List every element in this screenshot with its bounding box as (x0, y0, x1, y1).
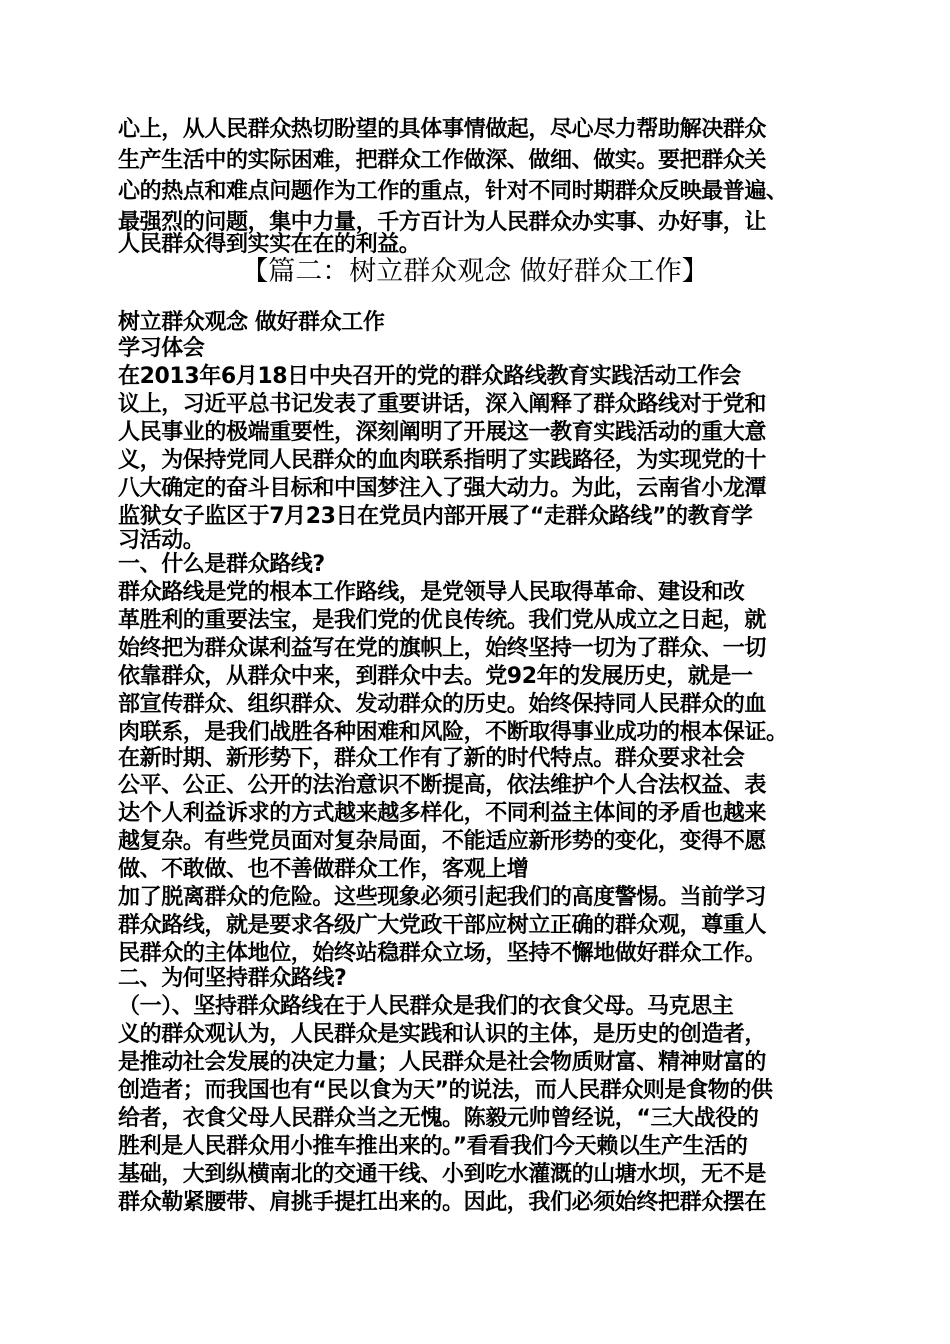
body-line: 依靠群众，从群众中来，到群众中去。党92年的发展历史，就是一 (118, 664, 753, 689)
body-line: 监狱女子监区于7月23日在党员内部开展了“走群众路线”的教育学 (118, 504, 753, 529)
intro-line: 人民群众得到实实在在的利益。 (118, 232, 421, 257)
body-line: 公平、公正、公开的法治意识不断提高，依法维护个人合法权益、表 (118, 773, 767, 798)
body-line: 在新时期、新形势下，群众工作有了新的时代特点。群众要求社会 (118, 746, 745, 771)
section-title: 【篇二：树立群众观念 做好群众工作】 (241, 256, 709, 287)
body-line: 部宣传群众、组织群众、发动群众的历史。始终保持同人民群众的血 (118, 692, 767, 717)
body-line: 群众勒紧腰带、肩挑手提扛出来的。因此，我们必须始终把群众摆在 (118, 1190, 767, 1215)
article-subtitle: 学习体会 (118, 336, 205, 361)
heading-what-is-mass-line: 一、什么是群众路线? (118, 552, 325, 577)
body-line: 给者，衣食父母人民群众当之无愧。陈毅元帅曾经说，“三大战役的 (118, 1106, 759, 1131)
body-line: 胜利是人民群众用小推车推出来的。”看看我们今天赖以生产生活的 (118, 1134, 748, 1159)
body-line: 群众路线，就是要求各级广大党政干部应树立正确的群众观，尊重人 (118, 913, 767, 938)
body-line: 做、不敢做、也不善做群众工作，客观上增 (118, 857, 529, 882)
body-line: 八大确定的奋斗目标和中国梦注入了强大动力。为此，云南省小龙潭 (118, 476, 767, 501)
body-line: 达个人利益诉求的方式越来越多样化，不同利益主体间的矛盾也越来 (118, 801, 767, 826)
body-line: 民群众的主体地位，始终站稳群众立场，坚持不懈地做好群众工作。 (118, 941, 767, 966)
body-line: 是推动社会发展的决定力量；人民群众是社会物质财富、精神财富的 (118, 1050, 767, 1075)
intro-line: 生产生活中的实际困难，把群众工作做深、做细、做实。要把群众关 (118, 148, 767, 173)
body-line: 群众路线是党的根本工作路线，是党领导人民取得革命、建设和改 (118, 580, 745, 605)
body-line: 习活动。 (118, 528, 205, 553)
heading-why-mass-line: 二、为何坚持群众路线? (118, 966, 347, 991)
body-line: 创造者；而我国也有“民以食为天”的说法，而人民群众则是食物的供 (118, 1078, 773, 1103)
body-line: 加了脱离群众的危险。这些现象必须引起我们的高度警惕。当前学习 (118, 885, 767, 910)
body-line: 肉联系，是我们战胜各种困难和风险，不断取得事业成功的根本保证。 (118, 720, 788, 745)
body-line: 越复杂。有些党员面对复杂局面，不能适应新形势的变化，变得不愿 (118, 829, 767, 854)
body-line: 始终把为群众谋利益写在党的旗帜上，始终坚持一切为了群众、一切 (118, 636, 767, 661)
body-line: （一）、坚持群众路线在于人民群众是我们的衣食父母。马克思主 (118, 994, 734, 1019)
body-line: 基础，大到纵横南北的交通干线、小到吃水灌溉的山塘水坝，无不是 (118, 1162, 767, 1187)
body-line: 议上，习近平总书记发表了重要讲话，深入阐释了群众路线对于党和 (118, 392, 767, 417)
intro-line: 最强烈的问题，集中力量，千方百计为人民群众办实事、办好事，让 (118, 210, 767, 235)
body-line: 义，为保持党同人民群众的血肉联系指明了实践路径，为实现党的十 (118, 448, 767, 473)
body-line: 在2013年6月18日中央召开的党的群众路线教育实践活动工作会 (118, 364, 741, 389)
article-title: 树立群众观念 做好群众工作 (118, 310, 385, 335)
body-line: 义的群众观认为，人民群众是实践和认识的主体，是历史的创造者， (118, 1022, 767, 1047)
intro-line: 心的热点和难点问题作为工作的重点，针对不同时期群众反映最普遍、 (118, 179, 788, 204)
intro-line: 心上，从人民群众热切盼望的具体事情做起，尽心尽力帮助解决群众 (118, 117, 767, 142)
body-line: 人民事业的极端重要性，深刻阐明了开展这一教育实践活动的重大意 (118, 420, 767, 445)
body-line: 革胜利的重要法宝，是我们党的优良传统。我们党从成立之日起，就 (118, 608, 767, 633)
